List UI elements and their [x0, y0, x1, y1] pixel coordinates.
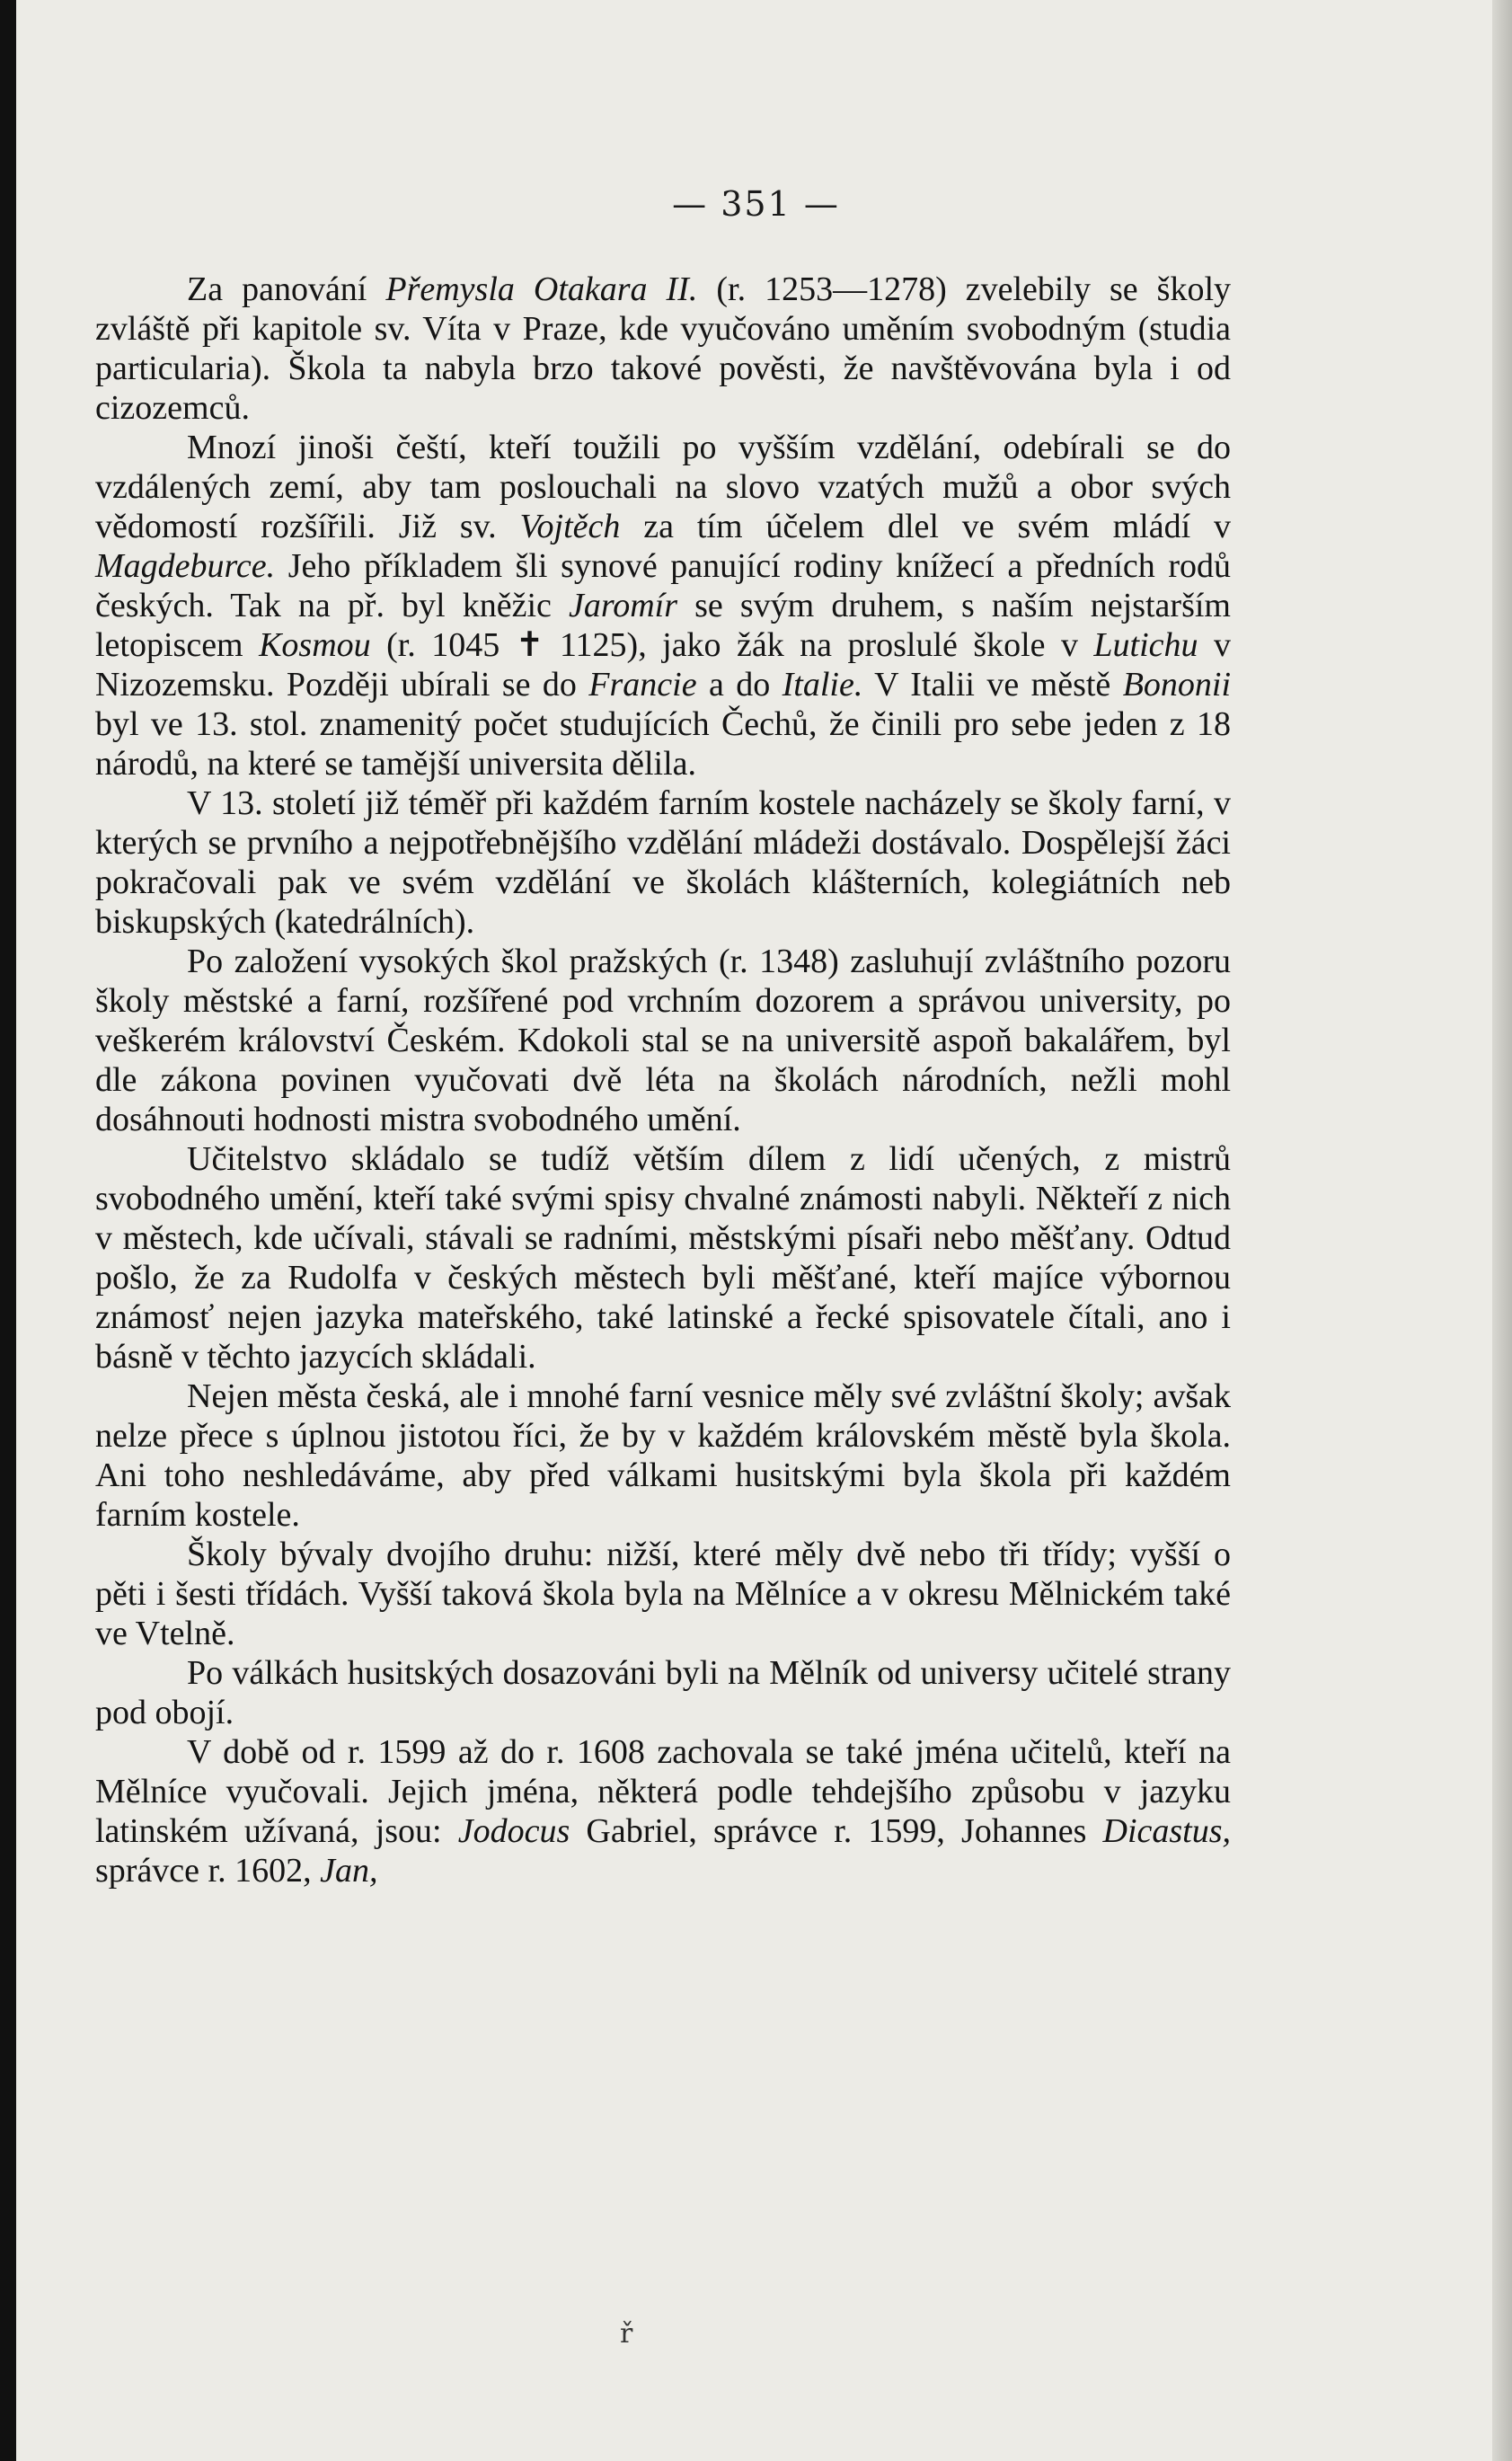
text-run: byl ve 13. stol. znamenitý počet studujících Čechů, že činili pro sebe jeden z 18 národů, na které se tamější universita dělila.	[95, 705, 1231, 783]
text-run: Po válkách husitských dosazováni byli na Mělník od universy učitelé strany pod obojí.	[95, 1654, 1231, 1731]
italic-name: Jaromír	[568, 587, 678, 624]
page-left-edge	[0, 0, 16, 2461]
italic-name: Jodocus	[457, 1812, 570, 1850]
paragraph	[95, 1377, 1231, 1535]
italic-name: Jan,	[320, 1852, 378, 1890]
text-run: Školy bývaly dvojího druhu: nižší, které měly dvě nebo tři třídy; vyšší o pěti i šesti třídách. Vyšší taková škola byla na Mělníce a v okresu Mělnickém také ve Vtelně.	[95, 1536, 1231, 1652]
paragraph	[95, 942, 1231, 1139]
paragraph	[95, 1732, 1231, 1890]
text-run: se svým druhem, s naším nejstarším letopiscem	[95, 587, 1231, 664]
paragraph	[95, 1139, 1231, 1377]
body-text	[95, 270, 1231, 1890]
text-run: V Italii ve městě	[862, 666, 1123, 704]
paragraph	[95, 1535, 1231, 1653]
text-run: Nejen města česká, ale i mnohé farní vesnice měly své zvláštní školy; avšak nelze přece s úplnou jistotou říci, že by v každém královském městě byla škola. Ani toho neshledáváme, aby před válkami husitskými byla škola při každém farním kostele.	[95, 1377, 1231, 1534]
text-run: v Nizozemsku. Později ubírali se do	[95, 626, 1231, 704]
page-number: — 351 —	[672, 184, 840, 224]
italic-name: Lutichu	[1093, 626, 1198, 664]
text-run: Mnozí jinoši čeští, kteří toužili po vyšším vzdělání, odebírali se do vzdálených zemí, aby tam poslouchali na slovo vzatých mužů a obor svých vědomostí rozšířili. Již sv.	[95, 429, 1231, 545]
text-run: a do	[696, 666, 783, 704]
text-run: Gabriel, správce r. 1599, Johannes	[570, 1812, 1103, 1850]
italic-name: Vojtěch	[519, 508, 621, 545]
text-run: Za panování	[187, 270, 386, 308]
italic-name: Kosmou	[259, 626, 371, 664]
text-run: V době od r. 1599 až do r. 1608 zachovala se také jména učitelů, kteří na Mělníce vyučovali. Jejich jména, některá podle tehdejšího způsobu v jazyku latinském užívaná, jsou:	[95, 1733, 1231, 1850]
page-right-edge	[1492, 0, 1512, 2461]
text-run: správce r. 1602,	[95, 1852, 321, 1890]
paragraph	[95, 783, 1231, 942]
text-run: (r. 1253—1278) zvelebily se školy zvláště při kapitole sv. Víta v Praze, kde vyučováno uměním svobodným (studia particularia). Škola ta nabyla brzo takové pověsti, že navštěvována byla i od cizozemců.	[95, 270, 1231, 427]
paragraph	[95, 270, 1231, 428]
footer-mark: ř	[620, 2318, 633, 2350]
italic-name: Italie.	[782, 666, 863, 704]
paragraph	[95, 428, 1231, 783]
text-run: (r. 1045 ✝ 1125), jako žák na proslulé škole v	[370, 626, 1094, 664]
text-run: za tím účelem dlel ve svém mládí v	[620, 508, 1231, 545]
text-run: V 13. století již téměř při každém farním kostele nacházely se školy farní, v kterých se prvního a nejpotřebnějšího vzdělání mládeži dostávalo. Dospělejší žáci pokračovali pak ve svém vzdělání ve školách klášterních, kolegiátních neb biskupských (katedrálních).	[95, 784, 1231, 941]
text-run: Jeho příkladem šli synové panující rodiny knížecí a předních rodů českých. Tak na př. byl kněžic	[95, 547, 1231, 624]
italic-name: Přemysla Otakara II.	[385, 270, 698, 308]
italic-name: Francie	[588, 666, 697, 704]
italic-name: Dicastus,	[1102, 1812, 1231, 1850]
text-run: Po založení vysokých škol pražských (r. 1348) zasluhují zvláštního pozoru školy městské a farní, rozšířené pod vrchním dozorem a správou university, po veškerém království Českém. Kdokoli stal se na universitě aspoň bakalářem, byl dle zákona povinen vyučovati dvě léta na školách národních, nežli mohl dosáhnouti hodnosti mistra svobodného umění.	[95, 943, 1231, 1138]
paragraph	[95, 1653, 1231, 1732]
italic-name: Magdeburce.	[95, 547, 276, 585]
italic-name: Bononii	[1122, 666, 1232, 704]
text-run: Učitelstvo skládalo se tudíž větším dílem z lidí učených, z mistrů svobodného umění, kteří také svými spisy chvalné známosti nabyli. Někteří z nich v městech, kde učívali, stávali se radními, městskými písaři nebo měšťany. Odtud pošlo, že za Rudolfa v českých městech byli měšťané, kteří majíce výbornou známosť nejen jazyka mateřského, také latinské a řecké spisovatele čítali, ano i básně v těchto jazycích skládali.	[95, 1140, 1231, 1376]
